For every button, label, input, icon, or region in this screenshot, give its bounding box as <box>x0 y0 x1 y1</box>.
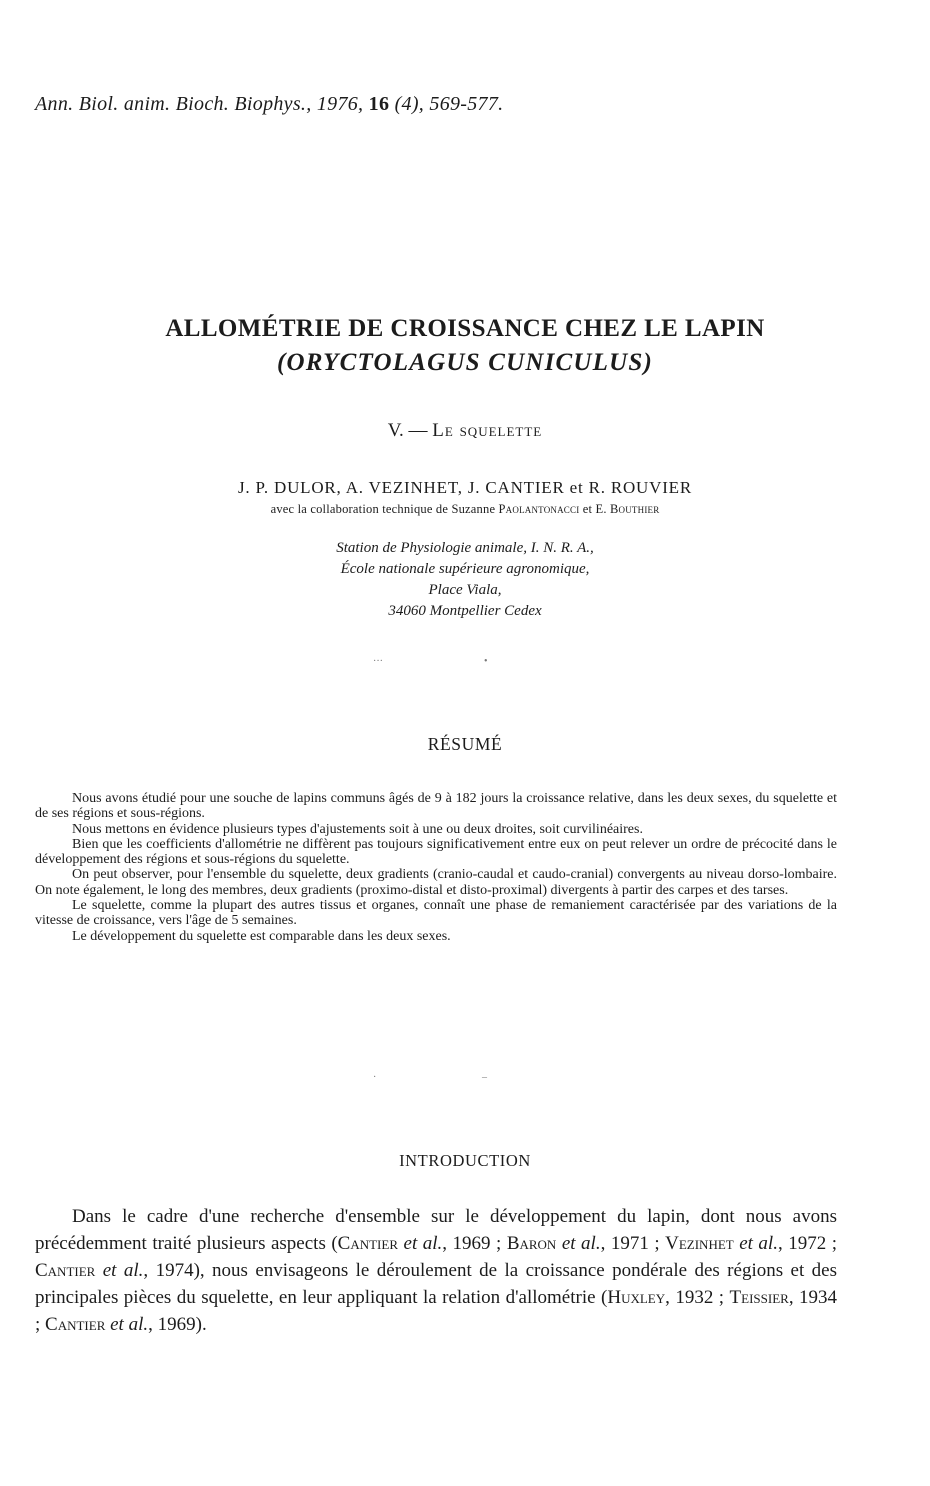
collab-name-2: Bouthier <box>609 502 660 516</box>
resume-heading: RÉSUMÉ <box>427 734 503 754</box>
introduction-body <box>35 1203 837 1338</box>
part-heading <box>0 420 930 442</box>
citation-etal: et al. <box>733 1233 778 1254</box>
separator-dash: ‒ <box>482 1072 487 1083</box>
separator-dot: · <box>373 1072 377 1083</box>
citation-etal: et al. <box>398 1233 443 1254</box>
title-line-1: ALLOMÉTRIE DE CROISSANCE CHEZ LE LAPIN <box>165 315 765 342</box>
intro-text: , 1974), nous envisageons le déroulement de la croissance pondérale des régions et des principales pièces du squelette, en leur appliquant la relation d'allométrie ( <box>35 1260 837 1308</box>
affiliation-line: Place Viala, <box>428 582 502 598</box>
resume-paragraph: Nous avons étudié pour une souche de lapins communs âgés de 9 à 182 jours la croissance relative, dans les deux sexes, du squelette et de ses régions et sous-régions. <box>35 791 837 822</box>
journal-name: Ann. Biol. anim. Bioch. Biophys., <box>35 93 312 115</box>
collab-mid: et E. <box>579 502 610 516</box>
separator-dot: ··· <box>373 656 383 667</box>
affiliation-line: École nationale supérieure agronomique, <box>340 561 590 577</box>
part-number: V. — <box>387 420 433 441</box>
resume-paragraph: Le développement du squelette est comparable dans les deux sexes. <box>72 928 451 944</box>
journal-volume: 16 <box>368 93 390 115</box>
citation-year: , 1971 ; <box>600 1233 666 1254</box>
citation-year: , 1932 ; <box>665 1287 730 1308</box>
citation-year: , 1969 ; <box>442 1233 507 1254</box>
part-name: Le squelette <box>432 420 543 441</box>
citation-year: , 1972 ; <box>777 1233 838 1254</box>
citation-author: Cantier <box>45 1314 106 1335</box>
introduction-heading: INTRODUCTION <box>399 1151 531 1170</box>
authors: J. P. DULOR, A. VEZINHET, J. CANTIER et R. ROUVIER <box>238 478 692 497</box>
citation-author: Vezinhet <box>665 1233 734 1254</box>
affiliation-line: 34060 Montpellier Cedex <box>388 603 542 619</box>
affiliation-line: Station de Physiologie animale, I. N. R. A., <box>336 540 594 556</box>
separator-dot: • <box>484 656 488 667</box>
citation-author: Cantier <box>35 1260 96 1281</box>
journal-reference <box>35 93 503 116</box>
affiliation <box>0 538 930 622</box>
citation-author: Cantier <box>337 1233 399 1254</box>
collab-name-1: Paolantonacci <box>498 502 580 516</box>
citation-etal: et al. <box>556 1233 601 1254</box>
resume-body <box>35 791 837 944</box>
journal-issue-pages: (4), 569-577. <box>394 93 504 115</box>
title-line-2: (ORYCTOLAGUS CUNICULUS) <box>276 349 654 376</box>
citation-etal: et al. <box>95 1260 144 1281</box>
collab-prefix: avec la collaboration technique de Suzanne <box>270 502 499 516</box>
resume-paragraph: Le squelette, comme la plupart des autres tissus et organes, connaît une phase de remaniement caractérisée par des variations de la vitesse de croissance, vers l'âge de 5 semaines. <box>35 898 837 929</box>
resume-paragraph: On peut observer, pour l'ensemble du squelette, deux gradients (cranio-caudal et caudo-cranial) convergents au niveau dorso-lombaire. On note également, le long des membres, deux gradients (proximo-distal et disto-proximal) divergents à partir des carpes et des tarses. <box>35 867 837 898</box>
citation-author: Teissier <box>729 1287 789 1308</box>
resume-paragraph: Bien que les coefficients d'allométrie ne diffèrent pas toujours significativement entre eux on peut relever un ordre de précocité dans le développement des régions et sous-régions du squelette. <box>35 836 837 868</box>
intro-text: Dans le cadre d'une recherche d'ensemble sur le développement du lapin, dont nous avons précédemment traité plusieurs aspects ( <box>35 1206 837 1254</box>
journal-year: 1976, <box>316 93 364 115</box>
citation-author: Baron <box>506 1233 557 1254</box>
collaboration-line <box>0 502 930 517</box>
introduction-paragraph <box>35 1203 837 1338</box>
citation-year: , 1934 ; <box>35 1287 838 1335</box>
resume-paragraph: Nous mettons en évidence plusieurs types d'ajustements soit à une ou deux droites, soit curvilinéaires. <box>72 821 643 837</box>
citation-year: , 1969). <box>148 1314 207 1335</box>
citation-author: Huxley <box>607 1287 666 1308</box>
citation-etal: et al. <box>105 1314 149 1335</box>
